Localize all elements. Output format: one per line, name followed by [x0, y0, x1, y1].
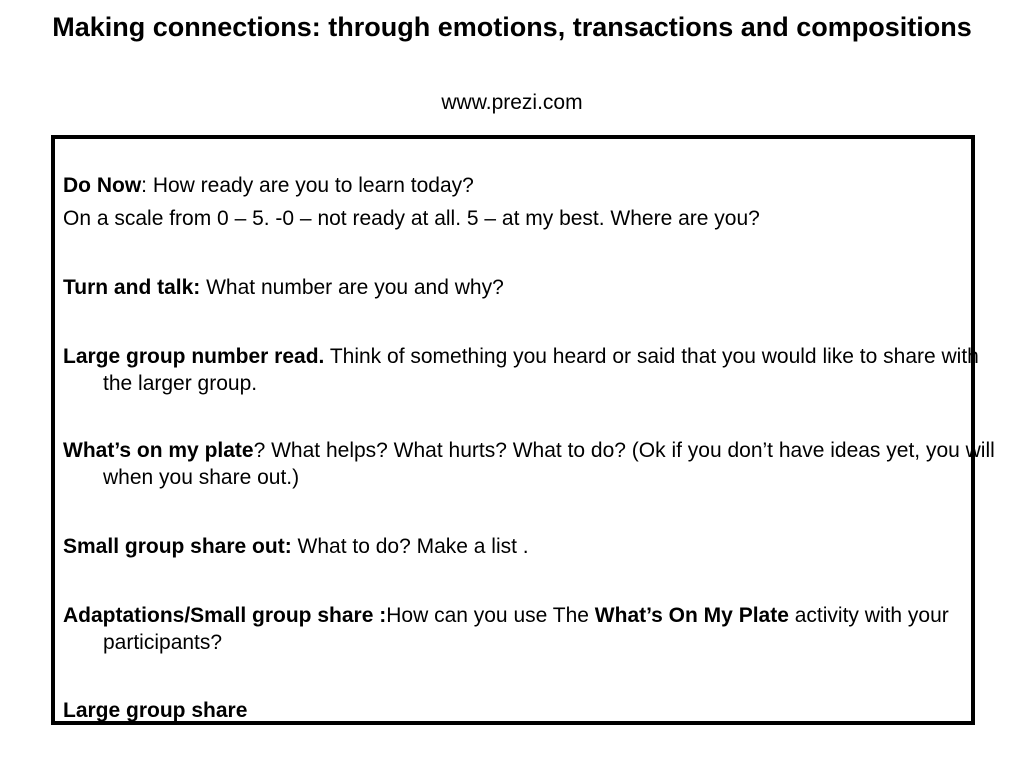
list-item-adaptations	[63, 602, 998, 656]
large-group-read-label: Large group number read.	[63, 345, 325, 368]
adaptations-text-end: activity with your participants?	[103, 604, 949, 654]
list-item-whats-on-my-plate	[63, 437, 998, 491]
turn-and-talk-text: What number are you and why?	[200, 276, 504, 299]
content-box	[51, 135, 995, 725]
list-item-large-group-share	[63, 697, 998, 724]
adaptations-text: How can you use The	[386, 604, 595, 627]
scale-text: On a scale from 0 – 5. -0 – not ready at all. 5 – at my best. Where are you?	[63, 207, 760, 230]
page-subtitle: www.prezi.com	[441, 91, 583, 114]
list-item-large-group-read	[63, 343, 998, 397]
small-group-share-label: Small group share out:	[63, 535, 292, 558]
whats-on-my-plate-text: ? What helps? What hurts? What to do? (Ok if you don’t have ideas yet, you will when you share out.)	[103, 439, 995, 489]
large-group-read-text: Think of something you heard or said that you would like to share with the larger group.	[103, 345, 979, 395]
list-item-do-now	[63, 172, 998, 199]
do-now-text: : How ready are you to learn today?	[141, 174, 474, 197]
small-group-share-text: What to do? Make a list .	[291, 535, 529, 558]
turn-and-talk-label: Turn and talk:	[63, 276, 201, 299]
adaptations-label: Adaptations/Small group share :	[63, 604, 387, 627]
list-item-scale	[63, 205, 998, 232]
large-group-share-label: Large group share	[63, 699, 248, 722]
whats-on-my-plate-label: What’s on my plate	[63, 439, 254, 462]
list-item-small-group-share	[63, 533, 998, 560]
do-now-label: Do Now	[63, 174, 142, 197]
page-title: Making connections: through emotions, transactions and compositions	[52, 12, 972, 42]
list-item-turn-and-talk	[63, 274, 998, 301]
adaptations-activity-name: What’s On My Plate	[594, 604, 789, 627]
